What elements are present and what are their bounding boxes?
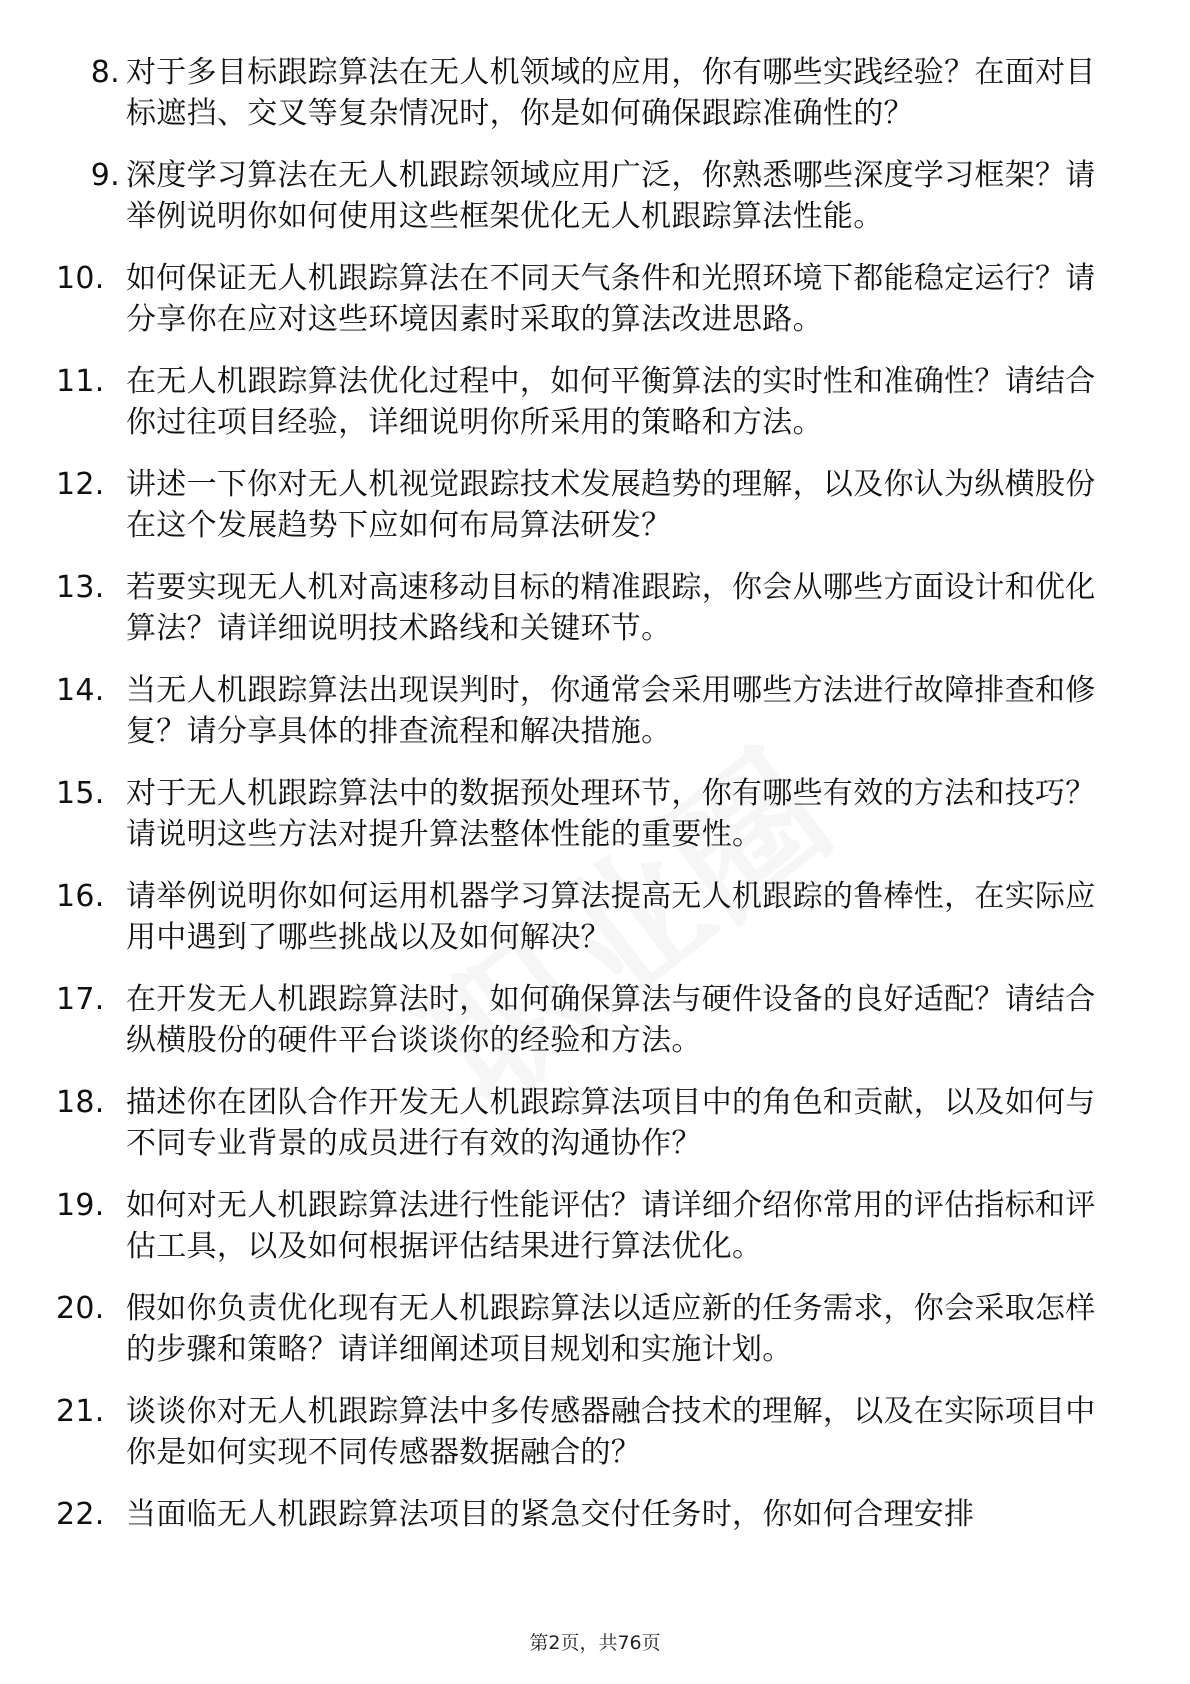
question-text: 对于多目标跟踪算法在无人机领域的应用，你有哪些实践经验？在面对目标遮挡、交叉等复杂情况时，你是如何确保跟踪准确性的？ — [126, 55, 1096, 131]
question-number: 19. — [56, 1188, 105, 1223]
question-number: 14. — [56, 673, 105, 708]
question-item — [58, 361, 1118, 443]
question-number: 20. — [56, 1291, 105, 1326]
question-text: 当无人机跟踪算法出现误判时，你通常会采用哪些方法进行故障排查和修复？请分享具体的排查流程和解决措施。 — [126, 673, 1096, 749]
question-number: 11. — [56, 364, 105, 399]
question-number: 22. — [56, 1497, 105, 1532]
question-text: 当面临无人机跟踪算法项目的紧急交付任务时，你如何合理安排 — [126, 1497, 975, 1532]
question-text: 深度学习算法在无人机跟踪领域应用广泛，你熟悉哪些深度学习框架？请举例说明你如何使用这些框架优化无人机跟踪算法性能。 — [126, 158, 1096, 234]
question-text: 讲述一下你对无人机视觉跟踪技术发展趋势的理解，以及你认为纵横股份在这个发展趋势下应如何布局算法研发？ — [126, 467, 1096, 543]
question-number: 18. — [56, 1085, 105, 1120]
question-text: 描述你在团队合作开发无人机跟踪算法项目中的角色和贡献，以及如何与不同专业背景的成员进行有效的沟通协作？ — [126, 1085, 1096, 1161]
question-item — [58, 258, 1118, 340]
question-text: 请举例说明你如何运用机器学习算法提高无人机跟踪的鲁棒性，在实际应用中遇到了哪些挑战以及如何解决？ — [126, 879, 1096, 955]
question-text: 在无人机跟踪算法优化过程中，如何平衡算法的实时性和准确性？请结合你过往项目经验，详细说明你所采用的策略和方法。 — [126, 364, 1096, 440]
question-item — [58, 1288, 1118, 1370]
question-number: 17. — [56, 982, 105, 1017]
page-footer: 第2页，共76页 — [529, 1632, 661, 1654]
question-item — [58, 1494, 1118, 1535]
question-number: 13. — [56, 570, 105, 605]
question-item — [58, 670, 1118, 752]
question-item — [58, 155, 1118, 237]
question-text: 对于无人机跟踪算法中的数据预处理环节，你有哪些有效的方法和技巧？请说明这些方法对提升算法整体性能的重要性。 — [126, 776, 1096, 852]
question-text: 假如你负责优化现有无人机跟踪算法以适应新的任务需求，你会采取怎样的步骤和策略？请详细阐述项目规划和实施计划。 — [126, 1291, 1096, 1367]
question-text: 如何保证无人机跟踪算法在不同天气条件和光照环境下都能稳定运行？请分享你在应对这些环境因素时采取的算法改进思路。 — [126, 261, 1096, 337]
question-item — [58, 1391, 1118, 1473]
question-number: 12. — [56, 467, 105, 502]
question-text: 若要实现无人机对高速移动目标的精准跟踪，你会从哪些方面设计和优化算法？请详细说明技术路线和关键环节。 — [126, 570, 1096, 646]
question-number: 10. — [56, 261, 105, 296]
question-text: 在开发无人机跟踪算法时，如何确保算法与硬件设备的良好适配？请结合纵横股份的硬件平台谈谈你的经验和方法。 — [126, 982, 1096, 1058]
question-list — [58, 52, 1118, 1556]
question-text: 谈谈你对无人机跟踪算法中多传感器融合技术的理解，以及在实际项目中你是如何实现不同传感器数据融合的？ — [126, 1394, 1096, 1470]
question-item — [58, 773, 1118, 855]
question-item — [58, 1082, 1118, 1164]
question-item — [58, 876, 1118, 958]
question-item — [58, 979, 1118, 1061]
question-number: 15. — [56, 776, 105, 811]
question-number: 21. — [56, 1394, 105, 1429]
question-number: 16. — [56, 879, 105, 914]
question-item — [58, 1185, 1118, 1267]
question-item — [58, 52, 1118, 134]
question-item — [58, 464, 1118, 546]
question-item — [58, 567, 1118, 649]
question-number: 8. — [90, 55, 120, 90]
question-number: 9. — [90, 158, 120, 193]
question-text: 如何对无人机跟踪算法进行性能评估？请详细介绍你常用的评估指标和评估工具，以及如何根据评估结果进行算法优化。 — [126, 1188, 1096, 1264]
